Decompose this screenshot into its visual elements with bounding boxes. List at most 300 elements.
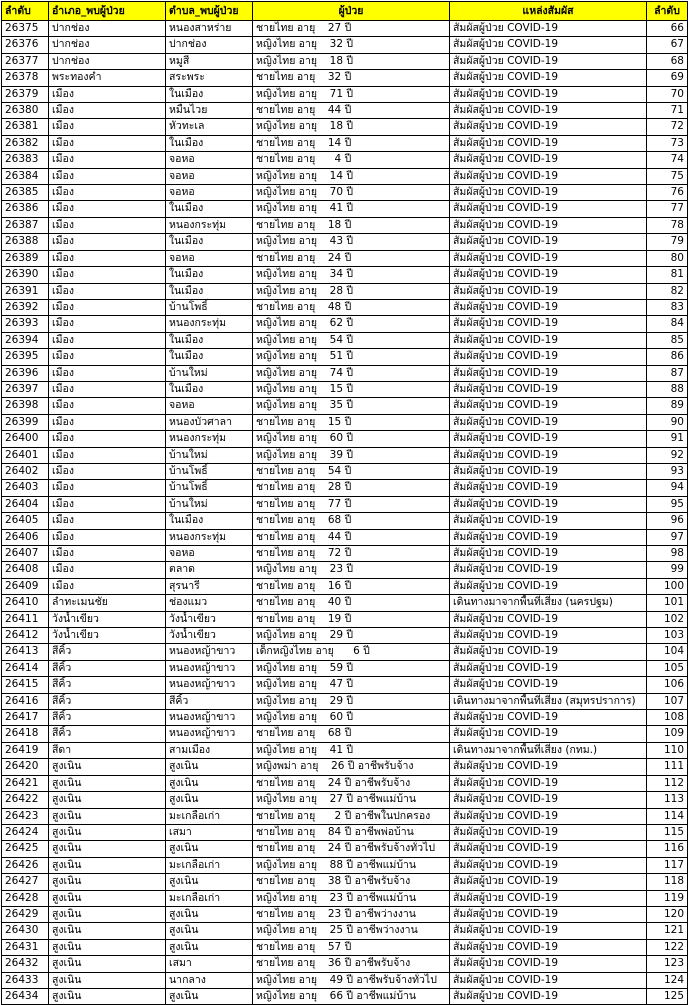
- cell-patient: [253, 759, 450, 775]
- cell-source: สัมผัสผู้ป่วย COVID-19: [450, 299, 647, 315]
- patient-age: 18: [329, 54, 344, 67]
- patient-age: 15: [327, 415, 342, 428]
- cell-tambon: จอหอ: [166, 152, 253, 168]
- patient-year-occ: ปี: [343, 399, 354, 412]
- cell-patient: [253, 185, 450, 201]
- cell-id: 26431: [2, 939, 49, 955]
- cell-amphoe: เมือง: [49, 185, 166, 201]
- cell-source: สัมผัสผู้ป่วย COVID-19: [450, 792, 647, 808]
- cell-id: 26415: [2, 677, 49, 693]
- table-row: [2, 250, 688, 266]
- cell-tambon: มะเกลือเก่า: [166, 890, 253, 906]
- cell-source: สัมผัสผู้ป่วย COVID-19: [450, 578, 647, 594]
- cell-patient: [253, 86, 450, 102]
- cell-order: 72: [647, 119, 688, 135]
- patient-year-occ: ปี: [341, 547, 352, 559]
- patient-age: 84: [327, 825, 342, 838]
- patient-year-occ: ปี: [343, 661, 354, 674]
- cell-patient: [253, 217, 450, 233]
- cell-source: สัมผัสผู้ป่วย COVID-19: [450, 562, 647, 578]
- cell-amphoe: เมือง: [49, 267, 166, 283]
- patient-desc: หญิงไทย อายุ: [256, 678, 318, 691]
- patient-age: 51: [329, 350, 344, 363]
- cell-order: 98: [647, 546, 688, 562]
- patient-age: 15: [329, 382, 344, 395]
- cell-patient: [253, 447, 450, 463]
- table-row: [2, 923, 688, 939]
- table-row: [2, 234, 688, 250]
- cell-order: 99: [647, 562, 688, 578]
- patient-year-occ: ปี: [343, 563, 354, 576]
- header-amphoe: อำเภอ_พบผู้ป่วย: [49, 2, 166, 21]
- patient-age: 59: [329, 661, 344, 674]
- cell-order: 117: [647, 857, 688, 873]
- cell-tambon: หนองกระทุ่ม: [166, 217, 253, 233]
- patient-age: 14: [329, 169, 344, 182]
- patient-year-occ: ปี: [341, 22, 352, 34]
- cell-amphoe: เมือง: [49, 332, 166, 348]
- table-row: [2, 857, 688, 873]
- cell-amphoe: สีคิ้ว: [49, 693, 166, 709]
- cell-order: 69: [647, 70, 688, 86]
- patient-age: 43: [329, 235, 344, 248]
- table-row: [2, 365, 688, 381]
- table-row: [2, 546, 688, 562]
- cell-source: สัมผัสผู้ป่วย COVID-19: [450, 513, 647, 529]
- patient-year-occ: ปี: [341, 514, 352, 527]
- cell-patient: [253, 792, 450, 808]
- patient-desc: ชายไทย อายุ: [256, 530, 316, 543]
- cell-patient: [253, 906, 450, 922]
- cell-tambon: ในเมือง: [166, 332, 253, 348]
- patient-year-occ: ปี: [343, 169, 354, 182]
- cell-id: 26384: [2, 168, 49, 184]
- cell-tambon: สูงเนิน: [166, 988, 253, 1004]
- cell-patient: [253, 742, 450, 758]
- table-row: [2, 841, 688, 857]
- cell-tambon: หนองกระทุ่ม: [166, 529, 253, 545]
- cell-patient: [253, 808, 450, 824]
- cell-order: 80: [647, 250, 688, 266]
- cell-tambon: สูงเนิน: [166, 923, 253, 939]
- cell-id: 26409: [2, 578, 49, 594]
- cell-patient: [253, 299, 450, 315]
- patient-year-occ: ปี: [343, 678, 354, 691]
- patient-desc: หญิงพม่า อายุ: [256, 760, 319, 773]
- cell-id: 26425: [2, 841, 49, 857]
- patient-age: 38: [327, 875, 342, 888]
- patient-year-occ: ปี: [341, 218, 352, 231]
- cell-patient: [253, 775, 450, 791]
- table-row: [2, 70, 688, 86]
- cell-amphoe: เมือง: [49, 496, 166, 512]
- cell-amphoe: เมือง: [49, 103, 166, 119]
- cell-order: 79: [647, 234, 688, 250]
- table-row: [2, 37, 688, 53]
- cell-order: 102: [647, 611, 688, 627]
- cell-patient: [253, 578, 450, 594]
- cell-id: 26408: [2, 562, 49, 578]
- table-row: [2, 808, 688, 824]
- cell-amphoe: สีคิ้ว: [49, 677, 166, 693]
- cell-tambon: หนองสาหร่าย: [166, 21, 253, 37]
- header-patient: ผู้ป่วย: [253, 2, 450, 21]
- cell-amphoe: เมือง: [49, 513, 166, 529]
- cell-amphoe: สีดา: [49, 742, 166, 758]
- patient-desc: หญิงไทย อายุ: [256, 54, 318, 67]
- table-row: [2, 21, 688, 37]
- cell-tambon: จอหอ: [166, 546, 253, 562]
- table-row: [2, 381, 688, 397]
- cell-id: 26407: [2, 546, 49, 562]
- patient-age: 18: [327, 218, 342, 231]
- patient-year-occ: ปี อาชีพรับจ้างทั่วไป: [343, 973, 437, 986]
- patient-age: 4: [334, 153, 342, 166]
- cell-order: 123: [647, 956, 688, 972]
- patient-year-occ: ปี: [343, 366, 354, 379]
- cell-patient: [253, 939, 450, 955]
- patient-desc: ชายไทย อายุ: [256, 940, 316, 953]
- cell-patient: [253, 644, 450, 660]
- table-row: [2, 53, 688, 69]
- cell-order: 82: [647, 283, 688, 299]
- cell-id: 26426: [2, 857, 49, 873]
- cell-amphoe: สีคิ้ว: [49, 726, 166, 742]
- cell-id: 26397: [2, 381, 49, 397]
- patient-year-occ: ปี อาชีพรับจ้าง: [341, 957, 411, 970]
- table-row: [2, 988, 688, 1004]
- cell-amphoe: สูงเนิน: [49, 988, 166, 1004]
- patient-year-occ: ปี อาชีพรับจ้าง: [344, 760, 414, 773]
- patient-age: 48: [327, 300, 342, 313]
- table-row: [2, 906, 688, 922]
- table-row: [2, 349, 688, 365]
- patient-year-occ: ปี: [343, 87, 354, 100]
- patient-desc: ชายไทย อายุ: [256, 104, 316, 117]
- table-row: [2, 332, 688, 348]
- patient-age: 62: [329, 317, 344, 330]
- cell-tambon: สูงเนิน: [166, 792, 253, 808]
- patient-desc: หญิงไทย อายุ: [256, 333, 318, 346]
- patient-age: 68: [327, 514, 342, 527]
- patient-desc: หญิงไทย อายุ: [256, 694, 318, 707]
- cell-order: 66: [647, 21, 688, 37]
- table-row: [2, 628, 688, 644]
- cell-id: 26398: [2, 398, 49, 414]
- cell-amphoe: เมือง: [49, 381, 166, 397]
- patient-age: 14: [327, 136, 342, 149]
- cell-amphoe: เมือง: [49, 480, 166, 496]
- cell-source: สัมผัสผู้ป่วย COVID-19: [450, 988, 647, 1004]
- patient-desc: เด็กหญิงไทย อายุ: [256, 645, 334, 658]
- patient-age: 39: [329, 448, 344, 461]
- cell-amphoe: เมือง: [49, 546, 166, 562]
- cell-tambon: จอหอ: [166, 168, 253, 184]
- patient-desc: หญิงไทย อายุ: [256, 711, 318, 724]
- patient-age: 40: [327, 596, 342, 609]
- cell-tambon: สูงเนิน: [166, 775, 253, 791]
- patient-desc: หญิงไทย อายุ: [256, 202, 318, 215]
- patient-age: 19: [327, 612, 342, 625]
- cell-source: สัมผัสผู้ป่วย COVID-19: [450, 53, 647, 69]
- cell-amphoe: สูงเนิน: [49, 906, 166, 922]
- cell-patient: [253, 152, 450, 168]
- cell-source: สัมผัสผู้ป่วย COVID-19: [450, 86, 647, 102]
- patient-desc: หญิงไทย อายุ: [256, 891, 318, 904]
- cell-tambon: ปากช่อง: [166, 37, 253, 53]
- cell-id: 26422: [2, 792, 49, 808]
- patient-desc: หญิงไทย อายุ: [256, 448, 318, 461]
- cell-tambon: สูงเนิน: [166, 759, 253, 775]
- cell-source: สัมผัสผู้ป่วย COVID-19: [450, 70, 647, 86]
- patient-age: 28: [329, 284, 344, 297]
- cell-tambon: บ้านโพธิ์: [166, 463, 253, 479]
- cell-order: 107: [647, 693, 688, 709]
- table-row: [2, 86, 688, 102]
- patient-age: 23: [327, 907, 342, 920]
- patient-year-occ: ปี: [343, 382, 354, 395]
- cell-tambon: วังน้ำเขียว: [166, 628, 253, 644]
- table-row: [2, 201, 688, 217]
- table-row: [2, 578, 688, 594]
- patient-year-occ: ปี: [343, 694, 354, 707]
- patient-year-occ: ปี: [341, 596, 352, 609]
- patient-desc: ชายไทย อายุ: [256, 136, 316, 149]
- cell-id: 26419: [2, 742, 49, 758]
- cell-patient: [253, 972, 450, 988]
- cell-amphoe: เมือง: [49, 349, 166, 365]
- cell-id: 26400: [2, 431, 49, 447]
- cell-id: 26423: [2, 808, 49, 824]
- patient-year-occ: ปี: [341, 612, 352, 625]
- header-tambon: ตำบล_พบผู้ป่วย: [166, 2, 253, 21]
- cell-tambon: บ้านใหม่: [166, 447, 253, 463]
- cell-amphoe: เมือง: [49, 135, 166, 151]
- cell-order: 113: [647, 792, 688, 808]
- table-row: [2, 168, 688, 184]
- patient-age: 24: [327, 251, 342, 264]
- cell-source: สัมผัสผู้ป่วย COVID-19: [450, 496, 647, 512]
- cell-patient: [253, 365, 450, 381]
- cell-tambon: บ้านใหม่: [166, 365, 253, 381]
- cell-source: สัมผัสผู้ป่วย COVID-19: [450, 152, 647, 168]
- patient-desc: หญิงไทย อายุ: [256, 743, 318, 756]
- cell-id: 26433: [2, 972, 49, 988]
- cell-id: 26378: [2, 70, 49, 86]
- cell-tambon: ในเมือง: [166, 201, 253, 217]
- cell-order: 73: [647, 135, 688, 151]
- patient-age: 24: [327, 842, 342, 855]
- patient-year-occ: ปี: [343, 202, 354, 215]
- cell-order: 101: [647, 595, 688, 611]
- cell-patient: [253, 710, 450, 726]
- patient-age: 44: [327, 104, 342, 117]
- patient-year-occ: ปี: [341, 727, 352, 740]
- patient-desc: หญิงไทย อายุ: [256, 284, 318, 297]
- cell-source: สัมผัสผู้ป่วย COVID-19: [450, 874, 647, 890]
- patient-desc: ชายไทย อายุ: [256, 842, 316, 855]
- patient-age: 23: [329, 563, 344, 576]
- patient-year-occ: ปี: [359, 645, 370, 658]
- cell-amphoe: เมือง: [49, 119, 166, 135]
- cell-source: สัมผัสผู้ป่วย COVID-19: [450, 611, 647, 627]
- table-row: [2, 119, 688, 135]
- patient-age: 16: [327, 579, 342, 592]
- cell-patient: [253, 201, 450, 217]
- patient-desc: หญิงไทย อายุ: [256, 350, 318, 363]
- cell-id: 26411: [2, 611, 49, 627]
- cell-order: 85: [647, 332, 688, 348]
- cell-source: สัมผัสผู้ป่วย COVID-19: [450, 939, 647, 955]
- cell-order: 121: [647, 923, 688, 939]
- cell-id: 26379: [2, 86, 49, 102]
- cell-id: 26392: [2, 299, 49, 315]
- patient-year-occ: ปี: [343, 268, 354, 281]
- patient-desc: หญิงไทย อายุ: [256, 120, 318, 133]
- patient-year-occ: ปี: [341, 530, 352, 543]
- cell-id: 26401: [2, 447, 49, 463]
- cell-amphoe: สูงเนิน: [49, 972, 166, 988]
- cell-amphoe: เมือง: [49, 283, 166, 299]
- cell-patient: [253, 480, 450, 496]
- cell-order: 108: [647, 710, 688, 726]
- cell-patient: [253, 103, 450, 119]
- cell-source: สัมผัสผู้ป่วย COVID-19: [450, 726, 647, 742]
- table-row: [2, 742, 688, 758]
- cell-patient: [253, 857, 450, 873]
- patient-age: 60: [329, 711, 344, 724]
- cell-patient: [253, 135, 450, 151]
- table-row: [2, 595, 688, 611]
- cell-id: 26416: [2, 693, 49, 709]
- patient-desc: ชายไทย อายุ: [256, 776, 316, 789]
- cell-tambon: สุรนารี: [166, 578, 253, 594]
- cell-patient: [253, 874, 450, 890]
- cell-source: สัมผัสผู้ป่วย COVID-19: [450, 447, 647, 463]
- cell-amphoe: สูงเนิน: [49, 923, 166, 939]
- patient-desc: หญิงไทย อายุ: [256, 661, 318, 674]
- patient-year-occ: ปี อาชีพแม่บ้าน: [343, 793, 417, 806]
- cell-tambon: ช่องแมว: [166, 595, 253, 611]
- cell-id: 26375: [2, 21, 49, 37]
- cell-tambon: บ้านใหม่: [166, 496, 253, 512]
- cell-patient: [253, 267, 450, 283]
- cell-tambon: บ้านโพธิ์: [166, 480, 253, 496]
- cell-order: 125: [647, 988, 688, 1004]
- patient-age: 68: [327, 727, 342, 740]
- patient-desc: หญิงไทย อายุ: [256, 989, 318, 1002]
- cell-tambon: หมื่นไวย: [166, 103, 253, 119]
- cell-amphoe: สูงเนิน: [49, 956, 166, 972]
- cell-order: 110: [647, 742, 688, 758]
- cell-source: สัมผัสผู้ป่วย COVID-19: [450, 463, 647, 479]
- cell-source: สัมผัสผู้ป่วย COVID-19: [450, 677, 647, 693]
- patient-year-occ: ปี: [343, 186, 354, 199]
- cell-source: สัมผัสผู้ป่วย COVID-19: [450, 250, 647, 266]
- cell-amphoe: เมือง: [49, 168, 166, 184]
- cell-patient: [253, 119, 450, 135]
- cell-amphoe: เมือง: [49, 217, 166, 233]
- cell-source: สัมผัสผู้ป่วย COVID-19: [450, 628, 647, 644]
- table-row: [2, 972, 688, 988]
- cell-amphoe: ปากช่อง: [49, 53, 166, 69]
- cell-patient: [253, 21, 450, 37]
- table-row: [2, 644, 688, 660]
- cell-amphoe: สูงเนิน: [49, 824, 166, 840]
- patient-year-occ: ปี อาชีพแม่บ้าน: [343, 858, 417, 871]
- cell-tambon: หนองบัวศาลา: [166, 414, 253, 430]
- patient-age: 32: [329, 38, 344, 51]
- cell-order: 68: [647, 53, 688, 69]
- cell-amphoe: สูงเนิน: [49, 775, 166, 791]
- cell-id: 26421: [2, 775, 49, 791]
- patient-year-occ: ปี อาชีพว่างงาน: [343, 924, 418, 937]
- table-row: [2, 463, 688, 479]
- cell-amphoe: สีคิ้ว: [49, 660, 166, 676]
- cell-amphoe: เมือง: [49, 431, 166, 447]
- cell-tambon: ในเมือง: [166, 381, 253, 397]
- cell-source: เดินทางมาจากพื้นที่เสี่ยง (สมุทรปราการ): [450, 693, 647, 709]
- patient-age: 71: [329, 87, 344, 100]
- table-row: [2, 759, 688, 775]
- cell-order: 97: [647, 529, 688, 545]
- cell-tambon: มะเกลือเก่า: [166, 808, 253, 824]
- cell-tambon: สามเมือง: [166, 742, 253, 758]
- cell-amphoe: สูงเนิน: [49, 759, 166, 775]
- cell-patient: [253, 611, 450, 627]
- cell-patient: [253, 677, 450, 693]
- cell-source: สัมผัสผู้ป่วย COVID-19: [450, 283, 647, 299]
- patient-desc: หญิงไทย อายุ: [256, 235, 318, 248]
- cell-source: สัมผัสผู้ป่วย COVID-19: [450, 135, 647, 151]
- cell-order: 100: [647, 578, 688, 594]
- cell-id: 26396: [2, 365, 49, 381]
- patient-age: 44: [327, 530, 342, 543]
- cell-tambon: หมูสี: [166, 53, 253, 69]
- cell-source: สัมผัสผู้ป่วย COVID-19: [450, 710, 647, 726]
- cell-source: สัมผัสผู้ป่วย COVID-19: [450, 431, 647, 447]
- cell-patient: [253, 513, 450, 529]
- table-row: [2, 480, 688, 496]
- cell-order: 76: [647, 185, 688, 201]
- cell-source: สัมผัสผู้ป่วย COVID-19: [450, 168, 647, 184]
- cell-amphoe: สูงเนิน: [49, 792, 166, 808]
- cell-tambon: ในเมือง: [166, 283, 253, 299]
- cell-order: 77: [647, 201, 688, 217]
- cell-order: 103: [647, 628, 688, 644]
- cell-source: สัมผัสผู้ป่วย COVID-19: [450, 119, 647, 135]
- patient-desc: หญิงไทย อายุ: [256, 186, 318, 199]
- patient-desc: หญิงไทย อายุ: [256, 924, 318, 937]
- cell-id: 26383: [2, 152, 49, 168]
- patient-age: 26: [331, 760, 345, 773]
- cell-tambon: หนองหญ้าขาว: [166, 726, 253, 742]
- cell-id: 26399: [2, 414, 49, 430]
- table-row: [2, 267, 688, 283]
- cell-id: 26420: [2, 759, 49, 775]
- cell-order: 70: [647, 86, 688, 102]
- cell-amphoe: เมือง: [49, 578, 166, 594]
- table-row: [2, 874, 688, 890]
- patient-desc: หญิงไทย อายุ: [256, 366, 318, 379]
- cell-source: สัมผัสผู้ป่วย COVID-19: [450, 972, 647, 988]
- cell-amphoe: เมือง: [49, 463, 166, 479]
- cell-source: สัมผัสผู้ป่วย COVID-19: [450, 414, 647, 430]
- patient-age: 28: [327, 481, 342, 494]
- cell-patient: [253, 923, 450, 939]
- cell-tambon: สูงเนิน: [166, 939, 253, 955]
- cell-amphoe: สีคิ้ว: [49, 710, 166, 726]
